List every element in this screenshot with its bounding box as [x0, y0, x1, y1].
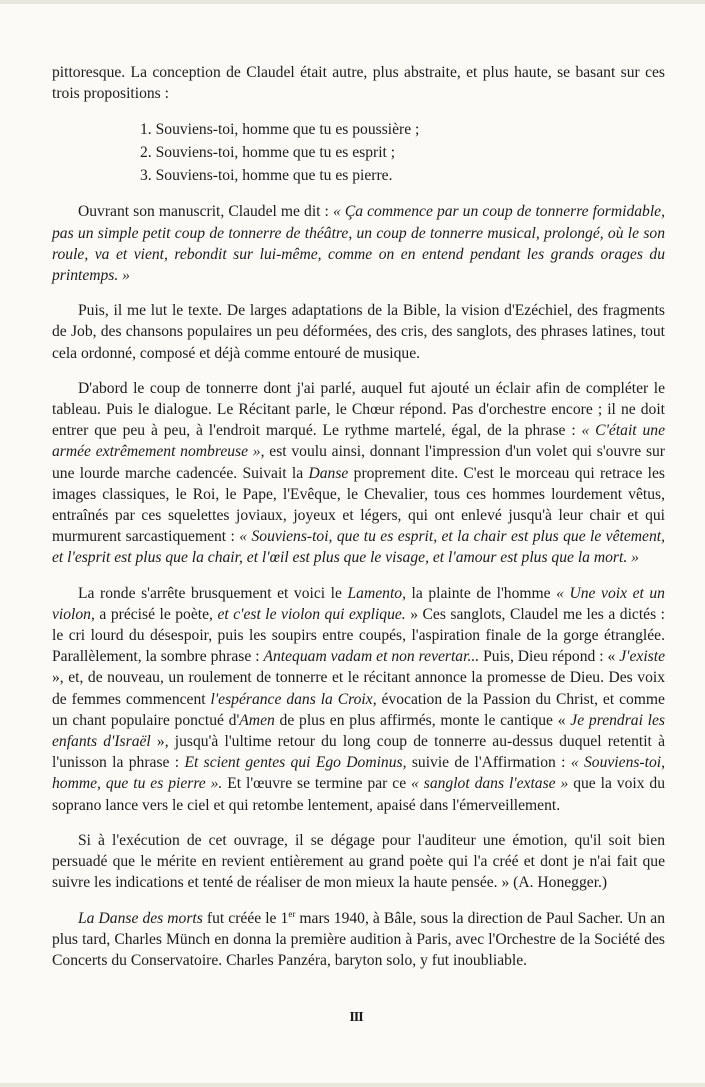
list-item: 2. Souviens-toi, homme que tu es esprit ;: [140, 144, 396, 162]
quote-italic: « Souviens-toi, homme, que tu es pierre ».: [52, 754, 665, 793]
text-run: mars 1940, à Bâle, sous la direction de Paul Sacher. Un an plus tard, Charles Münch en donna la première audition à Paris, avec l'Orchestre de la Société des Concerts du Conservatoire. Charles Panzéra, baryton solo, y fut inoubliable.: [52, 909, 665, 969]
quote-italic: « Souviens-toi, que tu es esprit, et la chair est plus que le vêtement, et l'esprit est plus que la chair, et l'œil est plus que le visage, et l'amour est plus que la mort. »: [52, 528, 665, 567]
text-run: proprement dite. C'est le morceau qui retrace les images classiques, le Roi, le Pape, l'Evêque, le Chevalier, tous ces hommes lourdement vêtus, entraînés par ces squelettes joviaux, joyeux et légers, qui ont enlevé jusqu'à leur chair et qui murmurent sarcastiquement :: [52, 464, 665, 546]
bottom-page-edge: [0, 1083, 705, 1087]
ordinal-superscript: er: [288, 908, 296, 919]
text-run: » Ces sanglots, Claudel me les a dictés : le cri lourd du désespoir, puis les soupirs entre coupés, l'aspiration finale de la gorge étranglée. Parallèlement, la sombre phrase :: [52, 605, 665, 666]
paragraph-text-reading: Puis, il me lut le texte. De larges adaptations de la Bible, la vision d'Ezéchiel, des fragments de Job, des chansons populaires un peu déformées, des cris, des sanglots, des phrases latines, tout cela ordonné, composé et déjà comme entouré de musique.: [52, 302, 665, 362]
text-run: la plainte de l'homme: [405, 584, 557, 602]
title-italic: Lamento,: [347, 584, 406, 602]
latin-italic: Antequam vadam et non revertar...: [263, 648, 480, 666]
paragraph-intro: pittoresque. La conception de Claudel était autre, plus abstraite, et plus haute, se basant sur ces trois propositions :: [52, 64, 665, 103]
text-run: Ouvrant son manuscrit, Claudel me dit :: [78, 203, 333, 221]
document-page: [52, 62, 665, 985]
quote-italic: Je prendrai les enfants d'Israël: [52, 711, 665, 751]
quote-italic: « Une voix et un violon,: [52, 584, 665, 623]
list-item: 1. Souviens-toi, homme que tu es poussière ;: [140, 121, 420, 139]
text-run: évocation de la Passion du Christ, et comme un chant populaire ponctué d': [52, 690, 665, 729]
text-run: D'abord le coup de tonnerre dont j'ai parlé, auquel fut ajouté un éclair afin de compléter le tableau. Puis le dialogue. Le Récitant parle, le Chœur répond. Pas d'orchestre encore ; il ne doit entrer que peu à peu, à l'endroit marqué. Le rythme martelé, égal, de la phrase :: [52, 379, 665, 440]
title-italic: l'espérance dans la Croix,: [210, 690, 377, 708]
text-run: fut créée le 1: [202, 909, 289, 927]
quote-italic: « sanglot dans l'extase »: [411, 775, 569, 793]
paragraph-thunder: [52, 378, 665, 569]
text-run: Puis, Dieu répond : «: [479, 648, 620, 666]
text-run: de plus en plus affirmés, monte le cantique «: [274, 711, 571, 729]
title-italic: Danse: [308, 464, 349, 482]
page-number: III: [349, 1010, 363, 1025]
quote-italic: et c'est le violon qui explique.: [217, 605, 406, 623]
text-run: que la voix du soprano lance vers le ciel et qui retombe lentement, apaisé dans l'émerveillement.: [52, 775, 665, 814]
text-run: , est voulu ainsi, donnant l'impression d'un volet qui s'ouvre sur une lourde marche cadencée. Suivait la: [52, 443, 665, 482]
text-run: », jusqu'à l'ultime retour du long coup de tonnerre au-dessus duquel retentit à l'unisson la phrase :: [52, 733, 665, 772]
text-run: Et l'œuvre se termine par ce: [222, 775, 412, 793]
word-italic: Amen: [239, 711, 275, 729]
paragraph-premiere: [52, 908, 665, 972]
list-item: 3. Souviens-toi, homme que tu es pierre.: [140, 167, 393, 185]
quote-italic: « C'était une armée extrêmement nombreuse »: [52, 422, 665, 461]
text-run: suivie de l'Affirmation :: [406, 754, 571, 772]
quote-italic: J'existe: [619, 648, 666, 666]
latin-italic: Et scient gentes qui Ego Dominus,: [184, 754, 407, 772]
quote-italic: « Ça commence par un coup de tonnerre formidable, pas un simple petit coup de tonnerre de théâtre, un coup de tonnerre musical, prolongé, où le son roule, va et vient, rebondit sur lui-même, comme on en entend pendant les grands orages du printemps. »: [52, 203, 665, 285]
paragraph-honegger: Si à l'exécution de cet ouvrage, il se dégage pour l'auditeur une émotion, qu'il soit bien persuadé que le mérite en revient entièrement au grand poète qui l'a créé et dont je n'ai fait que suivre les indications et tenté de réaliser de mon mieux la haute pensée. » (A. Honegger.): [52, 831, 665, 892]
propositions-list: [140, 118, 665, 187]
text-run: », et, de nouveau, un roulement de tonnerre et le récitant annonce la promesse de Dieu. Des voix de femmes commencent: [52, 669, 665, 708]
top-page-edge: [0, 0, 705, 4]
text-run: a précisé le poète,: [94, 605, 218, 623]
paragraph-manuscript: [52, 201, 665, 286]
work-title-italic: La Danse des morts: [78, 909, 203, 927]
paragraph-lamento: [52, 583, 665, 816]
text-run: La ronde s'arrête brusquement et voici le: [78, 584, 348, 602]
